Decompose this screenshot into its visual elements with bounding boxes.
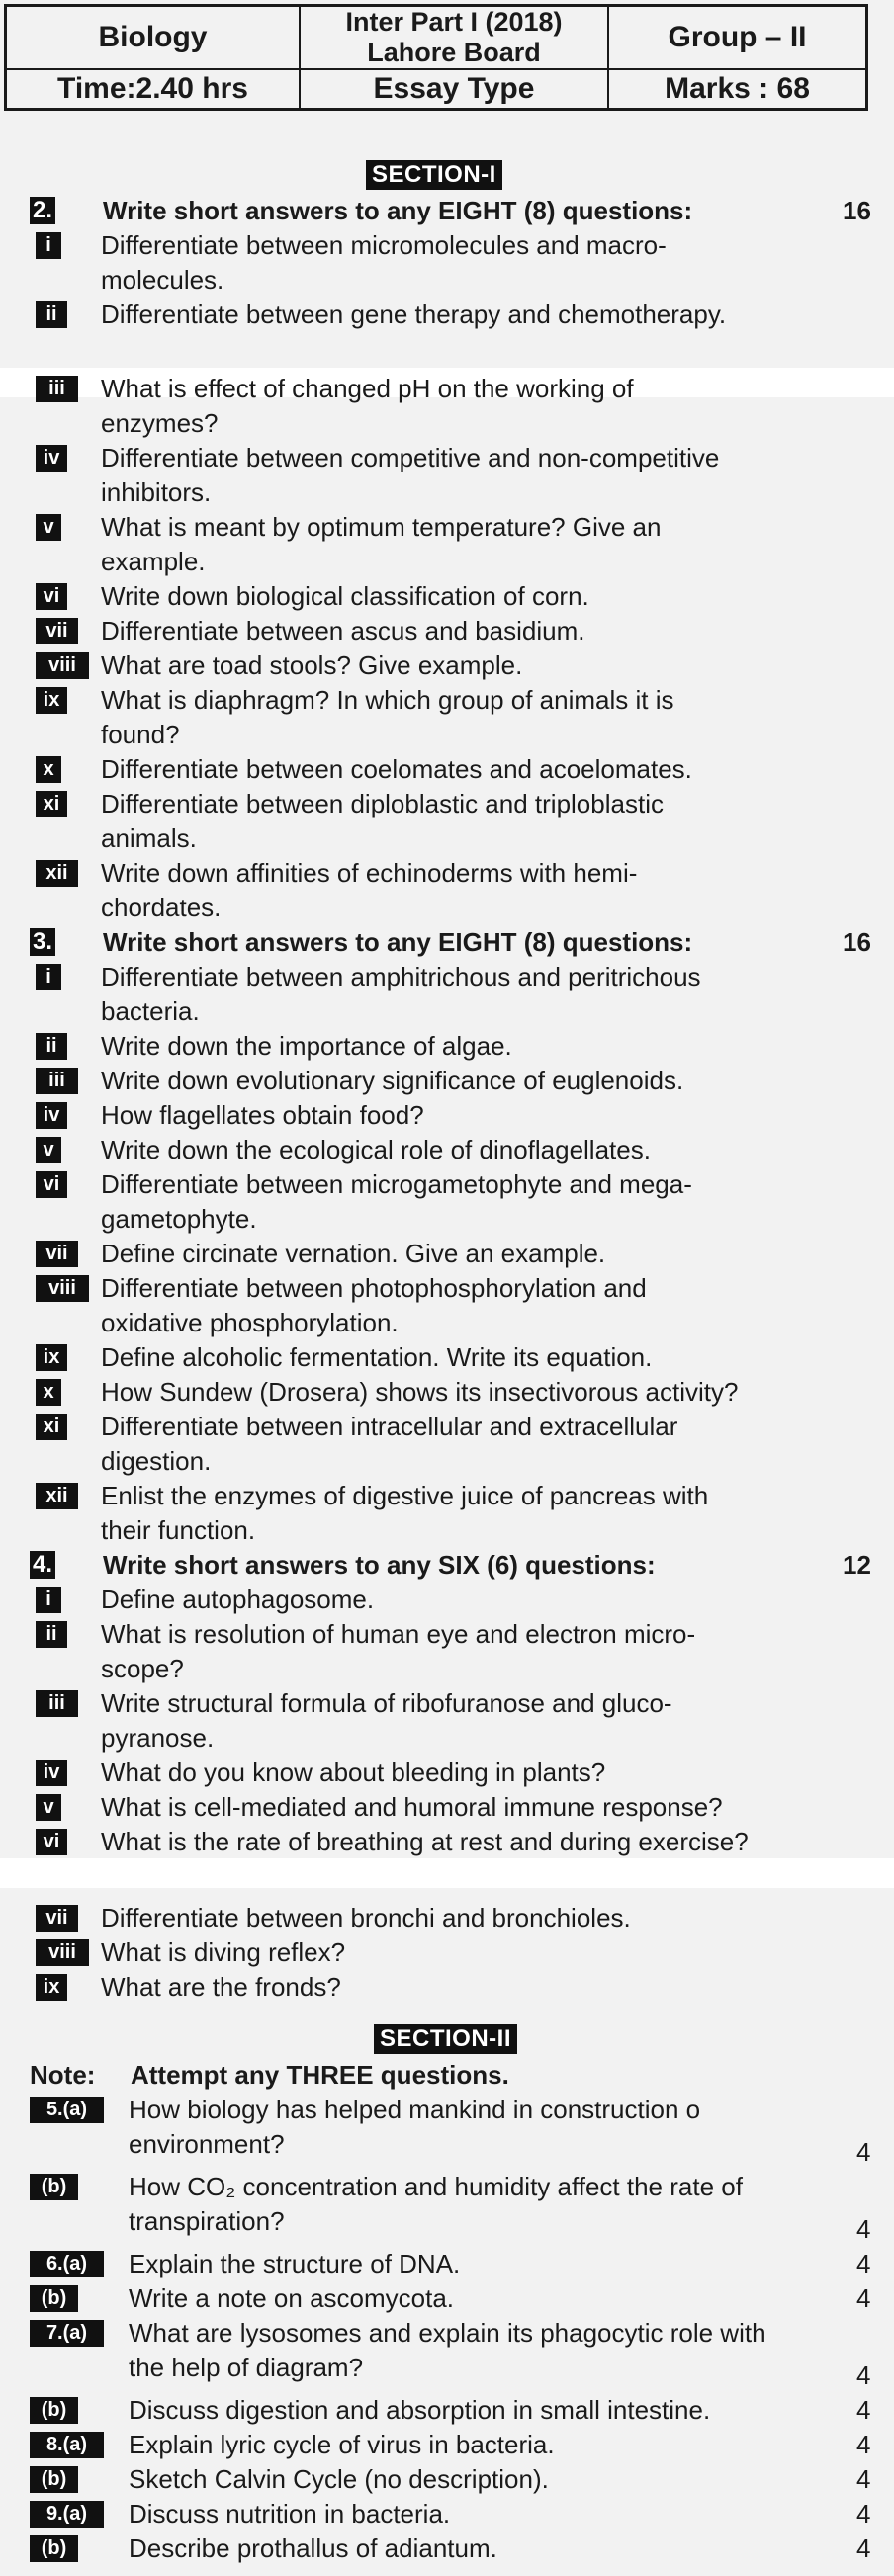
marks: Marks : 68 <box>608 69 867 109</box>
long-question-number: (b) <box>30 2285 78 2312</box>
q2-item-number: vi <box>36 583 67 610</box>
q4-item-text: Differentiate between bronchi and bronchioles. <box>101 1903 631 1932</box>
long-question-text: transpiration? <box>129 2206 285 2236</box>
long-question-number: 9.(a) <box>30 2501 104 2528</box>
q3-item-text: How Sundew (Drosera) shows its insectivorous activity? <box>101 1377 739 1407</box>
q3-item-text: Define alcoholic fermentation. Write its equation. <box>101 1342 653 1372</box>
q3-item-text: Enlist the enzymes of digestive juice of pancreas with <box>101 1481 709 1510</box>
q4-item-text: pyranose. <box>101 1723 215 1753</box>
q3-item-number: xii <box>36 1483 78 1509</box>
q3-number: 3. <box>30 928 55 956</box>
q2-item-text: Differentiate between micromolecules and macro- <box>101 230 667 260</box>
q3-item-number: xi <box>36 1414 67 1440</box>
q2-item-text: What is meant by optimum temperature? Give an <box>101 512 662 542</box>
long-question-marks: 4 <box>856 2499 871 2529</box>
q3-item-number: iii <box>36 1068 78 1094</box>
subject: Biology <box>6 6 301 70</box>
q2-item-text: What is effect of changed pH on the working of <box>101 374 634 403</box>
q4-heading: Write short answers to any SIX (6) questions: <box>103 1550 656 1580</box>
q2-item-number: i <box>36 232 61 259</box>
q2-item-text: enzymes? <box>101 408 219 438</box>
section-1-label: SECTION-I <box>366 160 502 190</box>
long-question-number: (b) <box>30 2535 78 2562</box>
long-question-marks: 4 <box>856 2214 871 2244</box>
q2-item-number: ii <box>36 301 67 328</box>
long-question-text: Explain the structure of DNA. <box>129 2249 461 2278</box>
q4-item-text: What is resolution of human eye and electron micro- <box>101 1619 696 1649</box>
q3-item-text: Define circinate vernation. Give an example. <box>101 1239 606 1268</box>
q4-item-number: iii <box>36 1690 78 1717</box>
long-question-text: Discuss nutrition in bacteria. <box>129 2499 451 2529</box>
q4-item-number: vi <box>36 1829 67 1855</box>
q4-item-number: v <box>36 1794 61 1821</box>
q2-item-text: Differentiate between competitive and non-competitive <box>101 443 720 472</box>
long-question-text: environment? <box>129 2129 285 2159</box>
q4-item-text: What is diving reflex? <box>101 1937 346 1967</box>
long-question-number: 7.(a) <box>30 2320 104 2347</box>
q4-item-text: What do you know about bleeding in plants? <box>101 1758 606 1787</box>
long-question-marks: 4 <box>856 2361 871 2390</box>
long-question-text: How CO₂ concentration and humidity affect the rate of <box>129 2172 743 2201</box>
q4-number: 4. <box>30 1551 55 1579</box>
q3-marks: 16 <box>843 927 871 957</box>
q2-item-text: Write down biological classification of corn. <box>101 581 589 611</box>
q3-item-text: Write down evolutionary significance of euglenoids. <box>101 1066 684 1095</box>
exam-line-1: Inter Part I (2018) <box>345 7 563 37</box>
section-2-label: SECTION-II <box>374 2024 517 2054</box>
long-question-text: Describe prothallus of adiantum. <box>129 2533 497 2563</box>
q3-item-number: viii <box>36 1275 89 1302</box>
q2-marks: 16 <box>843 196 871 225</box>
q4-item-number: ix <box>36 1974 67 2001</box>
long-question-number: (b) <box>30 2174 78 2200</box>
q2-item-number: vii <box>36 618 78 644</box>
q4-item-number: viii <box>36 1939 89 1966</box>
q3-item-number: vii <box>36 1241 78 1267</box>
q2-item-text: Differentiate between diploblastic and triploblastic <box>101 789 664 818</box>
q2-item-text: What are toad stools? Give example. <box>101 650 523 680</box>
q2-number: 2. <box>30 197 55 224</box>
q2-item-text: Differentiate between coelomates and acoelomates. <box>101 754 692 784</box>
q2-item-text: animals. <box>101 823 197 853</box>
q2-item-number: x <box>36 756 61 783</box>
long-question-marks: 4 <box>856 2137 871 2167</box>
exam-line-2: Lahore Board <box>367 38 541 67</box>
q3-item-number: iv <box>36 1102 67 1129</box>
long-question-text: the help of diagram? <box>129 2353 364 2382</box>
q2-item-text: inhibitors. <box>101 477 212 507</box>
q2-item-number: xii <box>36 860 78 887</box>
long-question-marks: 4 <box>856 2249 871 2278</box>
q2-item-number: xi <box>36 791 67 817</box>
q3-item-text: Differentiate between photophosphorylation and <box>101 1273 647 1303</box>
q3-item-text: oxidative phosphorylation. <box>101 1308 399 1337</box>
q4-item-number: i <box>36 1587 61 1613</box>
q3-item-number: i <box>36 964 61 990</box>
q4-item-number: vii <box>36 1905 78 1932</box>
long-question-text: What are lysosomes and explain its phagocytic role with <box>129 2318 766 2348</box>
header-table <box>4 4 868 111</box>
q2-item-text: Differentiate between ascus and basidium. <box>101 616 585 645</box>
q3-item-text: Write down the importance of algae. <box>101 1031 512 1061</box>
q3-item-text: digestion. <box>101 1446 212 1476</box>
long-question-text: Discuss digestion and absorption in small intestine. <box>129 2395 711 2425</box>
note-label: Note: <box>30 2060 96 2090</box>
q4-item-text: Write structural formula of ribofuranose and gluco- <box>101 1688 672 1718</box>
q2-item-text: example. <box>101 547 206 576</box>
q2-item-number: ix <box>36 687 67 714</box>
q3-item-number: ix <box>36 1344 67 1371</box>
long-question-text: How biology has helped mankind in construction o <box>129 2095 701 2124</box>
group: Group – II <box>608 6 867 70</box>
q3-item-number: v <box>36 1137 61 1163</box>
q3-item-text: bacteria. <box>101 996 200 1026</box>
q3-item-text: Differentiate between intracellular and extracellular <box>101 1412 678 1441</box>
q3-item-text: Differentiate between microgametophyte and mega- <box>101 1169 692 1199</box>
q3-item-number: vi <box>36 1171 67 1198</box>
long-question-number: 5.(a) <box>30 2097 104 2123</box>
q2-item-text: Write down affinities of echinoderms with hemi- <box>101 858 638 888</box>
q2-item-number: viii <box>36 652 89 679</box>
q2-item-text: molecules. <box>101 265 224 295</box>
q3-heading: Write short answers to any EIGHT (8) questions: <box>103 927 693 957</box>
q4-item-text: What are the fronds? <box>101 1972 341 2002</box>
q2-item-number: iv <box>36 445 67 472</box>
q4-item-number: ii <box>36 1621 67 1648</box>
paper-type: Essay Type <box>300 69 608 109</box>
q4-item-text: scope? <box>101 1654 184 1683</box>
long-question-marks: 4 <box>856 2283 871 2313</box>
q2-item-number: iii <box>36 376 78 402</box>
q2-heading: Write short answers to any EIGHT (8) questions: <box>103 196 693 225</box>
q2-item-number: v <box>36 514 61 541</box>
q3-item-number: x <box>36 1379 61 1406</box>
q3-item-text: gametophyte. <box>101 1204 257 1234</box>
long-question-number: 8.(a) <box>30 2432 104 2458</box>
exam-info <box>300 6 608 70</box>
q2-item-text: chordates. <box>101 893 222 922</box>
long-question-number: 6.(a) <box>30 2251 104 2277</box>
q3-item-text: How flagellates obtain food? <box>101 1100 424 1130</box>
q4-marks: 12 <box>843 1550 871 1580</box>
scan-gap <box>0 1858 894 1888</box>
long-question-text: Sketch Calvin Cycle (no description). <box>129 2464 549 2494</box>
q3-item-text: their function. <box>101 1515 256 1545</box>
long-question-marks: 4 <box>856 2533 871 2563</box>
long-question-marks: 4 <box>856 2395 871 2425</box>
q3-item-text: Differentiate between amphitrichous and peritrichous <box>101 962 701 991</box>
long-question-marks: 4 <box>856 2464 871 2494</box>
long-question-text: Explain lyric cycle of virus in bacteria. <box>129 2430 555 2459</box>
time: Time:2.40 hrs <box>6 69 301 109</box>
q3-item-number: ii <box>36 1033 67 1060</box>
q4-item-text: Define autophagosome. <box>101 1585 375 1614</box>
q2-item-text: found? <box>101 720 180 749</box>
long-question-text: Write a note on ascomycota. <box>129 2283 455 2313</box>
q3-item-text: Write down the ecological role of dinoflagellates. <box>101 1135 651 1164</box>
long-question-number: (b) <box>30 2397 78 2424</box>
q4-item-text: What is the rate of breathing at rest and during exercise? <box>101 1827 749 1856</box>
q2-item-text: Differentiate between gene therapy and chemotherapy. <box>101 300 727 329</box>
long-question-marks: 4 <box>856 2430 871 2459</box>
q4-item-number: iv <box>36 1760 67 1786</box>
note-text: Attempt any THREE questions. <box>131 2060 509 2090</box>
q2-item-text: What is diaphragm? In which group of animals it is <box>101 685 674 715</box>
q4-item-text: What is cell-mediated and humoral immune response? <box>101 1792 723 1822</box>
long-question-number: (b) <box>30 2466 78 2493</box>
